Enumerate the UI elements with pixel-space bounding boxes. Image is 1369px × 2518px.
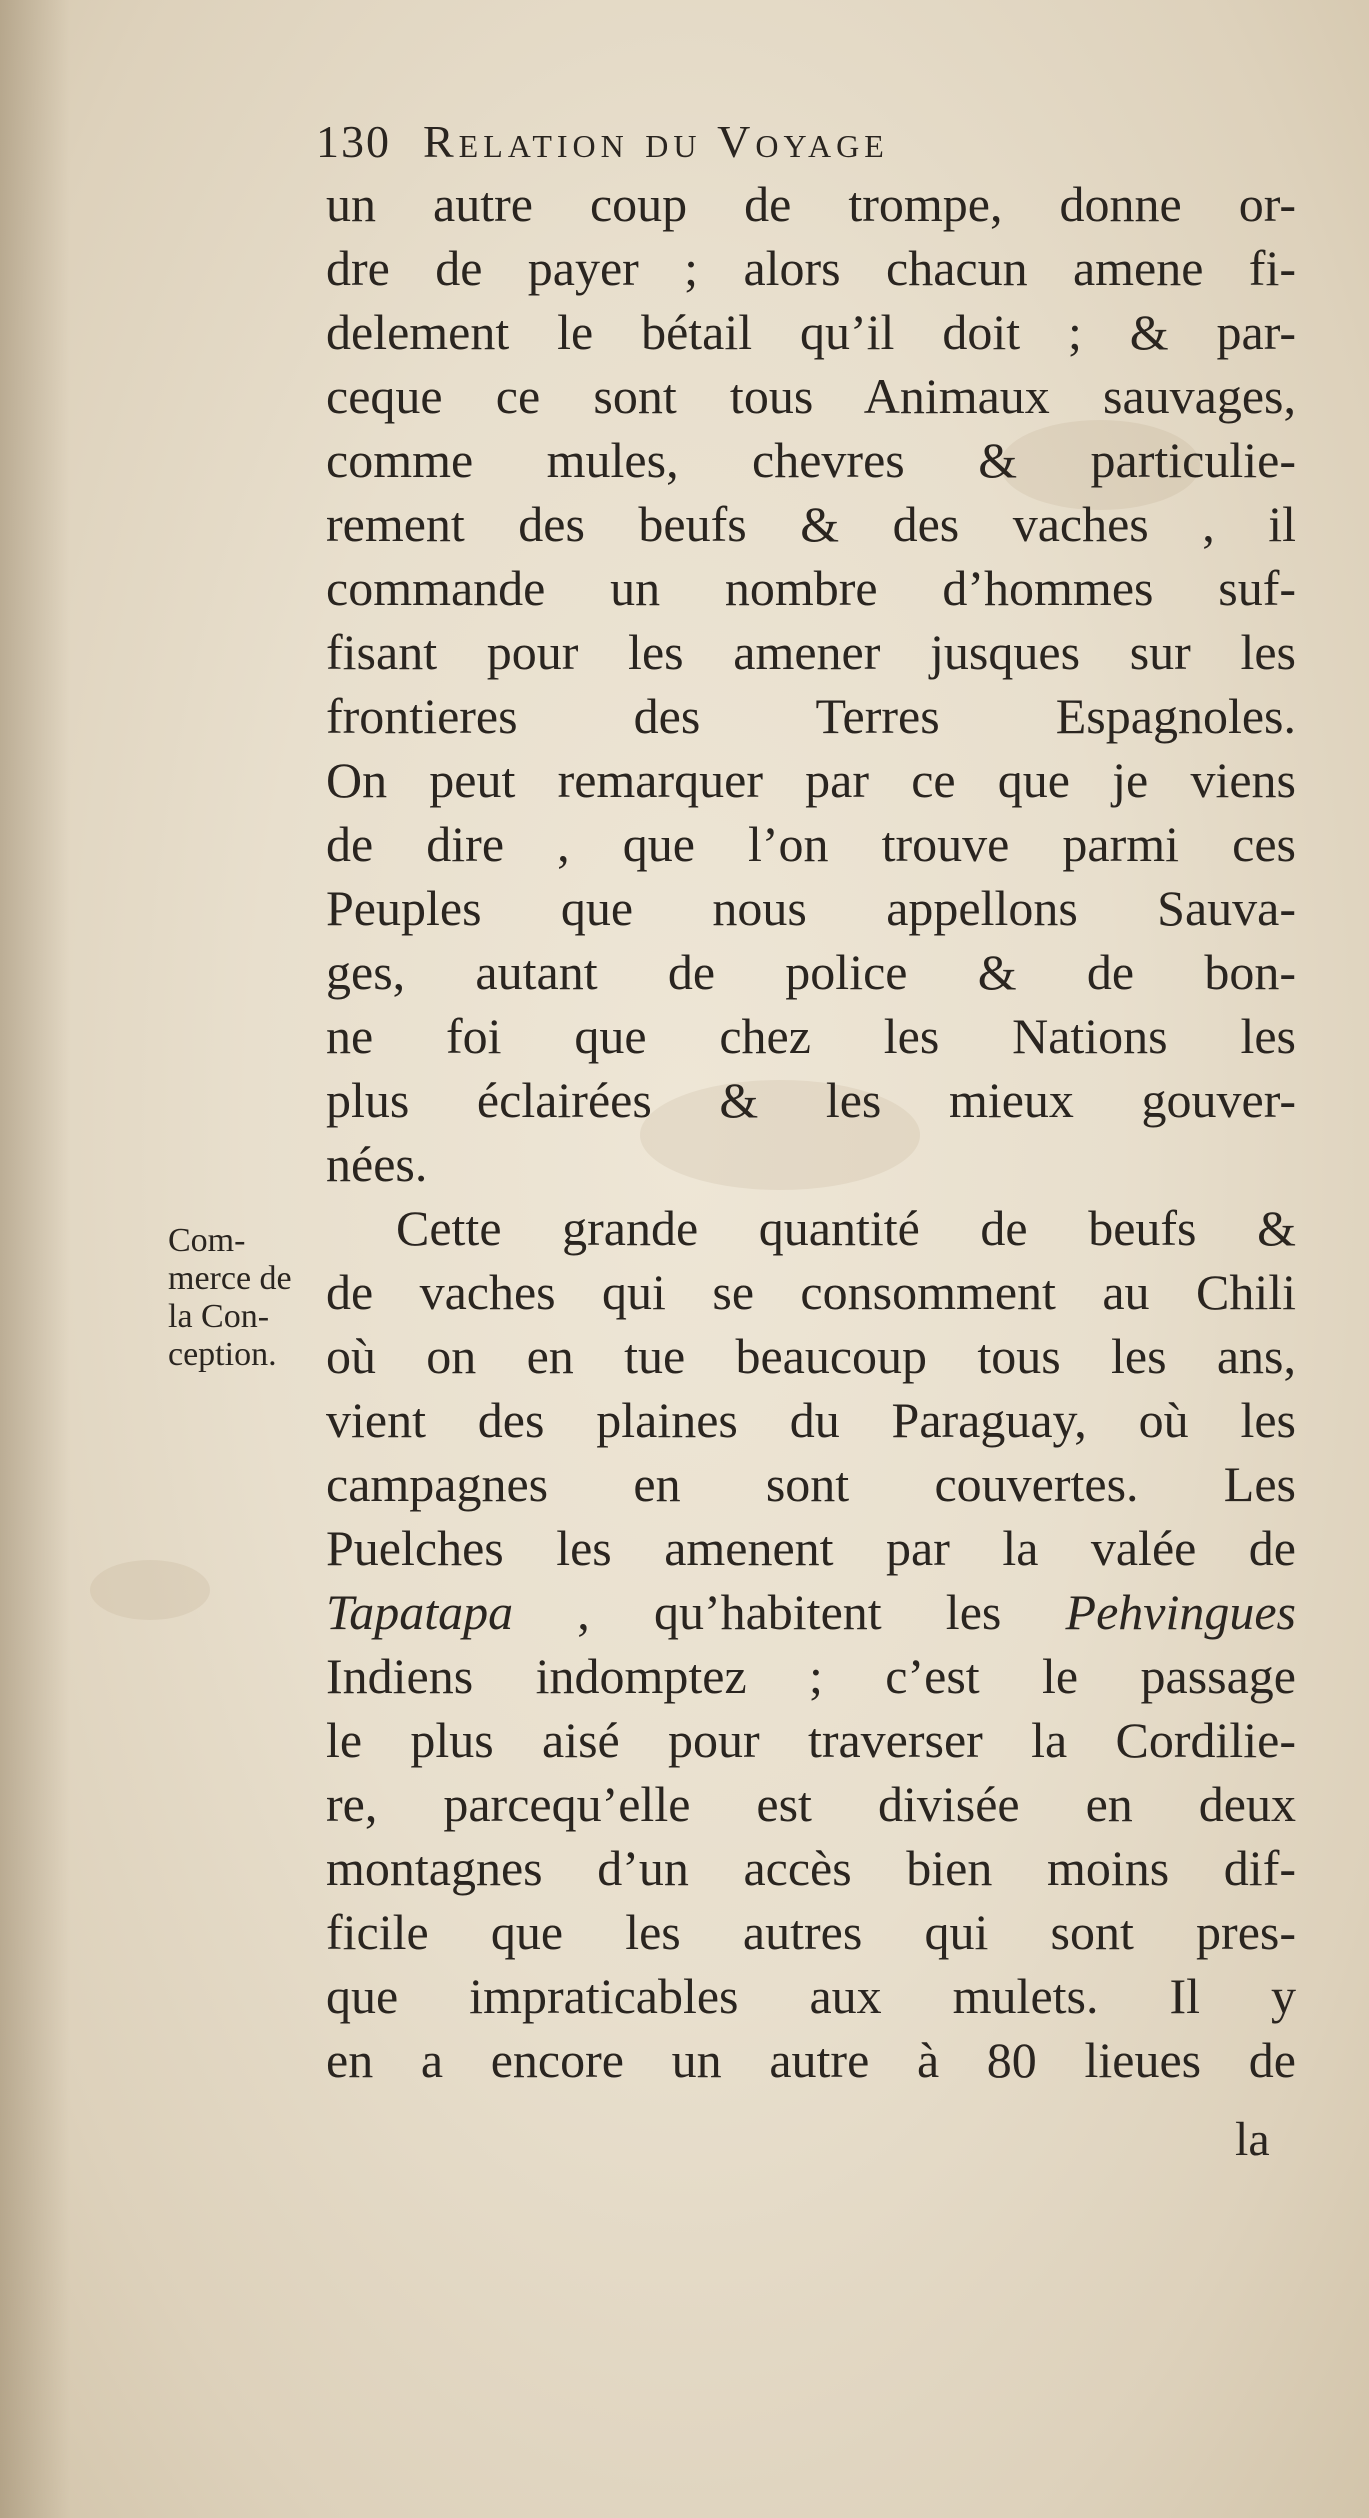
paragraph-first-line: Cette grande quantité de beufs & xyxy=(396,1200,1296,1256)
text-line: en a encore un autre à 80 lieues de xyxy=(326,2032,1296,2088)
catchword: la xyxy=(1235,2113,1270,2166)
text-line-with-italics xyxy=(326,1580,1296,1644)
margin-note-line: Com- xyxy=(168,1222,246,1259)
running-title: Relation du Voyage xyxy=(423,116,889,167)
text-line: ficile que les autres qui sont pres- xyxy=(326,1904,1296,1960)
italic-people-name: Pehvingues xyxy=(1065,1584,1296,1640)
text-line: re, parcequ’elle est divisée en deux xyxy=(326,1776,1296,1832)
italic-place-name: Tapatapa xyxy=(326,1584,514,1640)
text-line: frontieres des Terres Espagnoles. xyxy=(326,688,1296,744)
text-line: rement des beufs & des vaches , il xyxy=(326,496,1296,552)
text-line: Indiens indomptez ; c’est le passage xyxy=(326,1648,1296,1704)
text-line: Peuples que nous appellons Sauva- xyxy=(326,880,1296,936)
text-line: que impraticables aux mulets. Il y xyxy=(326,1968,1296,2024)
margin-note-line: ception. xyxy=(168,1336,277,1373)
text-line: ceque ce sont tous Animaux sauvages, xyxy=(326,368,1296,424)
page-number: 130 xyxy=(316,116,391,167)
text-line: montagnes d’un accès bien moins dif- xyxy=(326,1840,1296,1896)
text-line: ne foi que chez les Nations les xyxy=(326,1008,1296,1064)
text-line: où on en tue beaucoup tous les ans, xyxy=(326,1328,1296,1384)
margin-note-line: la Con- xyxy=(168,1298,270,1335)
text-line: nées. xyxy=(326,1136,428,1192)
text-line: de vaches qui se consomment au Chili xyxy=(326,1264,1296,1320)
text-line: delement le bétail qu’il doit ; & par- xyxy=(326,304,1296,360)
running-head xyxy=(316,112,889,172)
paper-stain xyxy=(90,1560,210,1620)
text-fragment: , qu’habitent les xyxy=(513,1584,1066,1640)
text-line: On peut remarquer par ce que je viens xyxy=(326,752,1296,808)
text-line: campagnes en sont couvertes. Les xyxy=(326,1456,1296,1512)
text-line: vient des plaines du Paraguay, où les xyxy=(326,1392,1296,1448)
margin-note-line: merce de xyxy=(168,1260,292,1297)
text-line: un autre coup de trompe, donne or- xyxy=(326,176,1296,232)
text-line: le plus aisé pour traverser la Cordilie- xyxy=(326,1712,1296,1768)
text-line: comme mules, chevres & particulie- xyxy=(326,432,1296,488)
text-line: Puelches les amenent par la valée de xyxy=(326,1520,1296,1576)
text-line: de dire , que l’on trouve parmi ces xyxy=(326,816,1296,872)
text-line: commande un nombre d’hommes suf- xyxy=(326,560,1296,616)
text-line: dre de payer ; alors chacun amene fi- xyxy=(326,240,1296,296)
text-line: plus éclairées & les mieux gouver- xyxy=(326,1072,1296,1128)
text-line: ges, autant de police & de bon- xyxy=(326,944,1296,1000)
text-line: fisant pour les amener jusques sur les xyxy=(326,624,1296,680)
